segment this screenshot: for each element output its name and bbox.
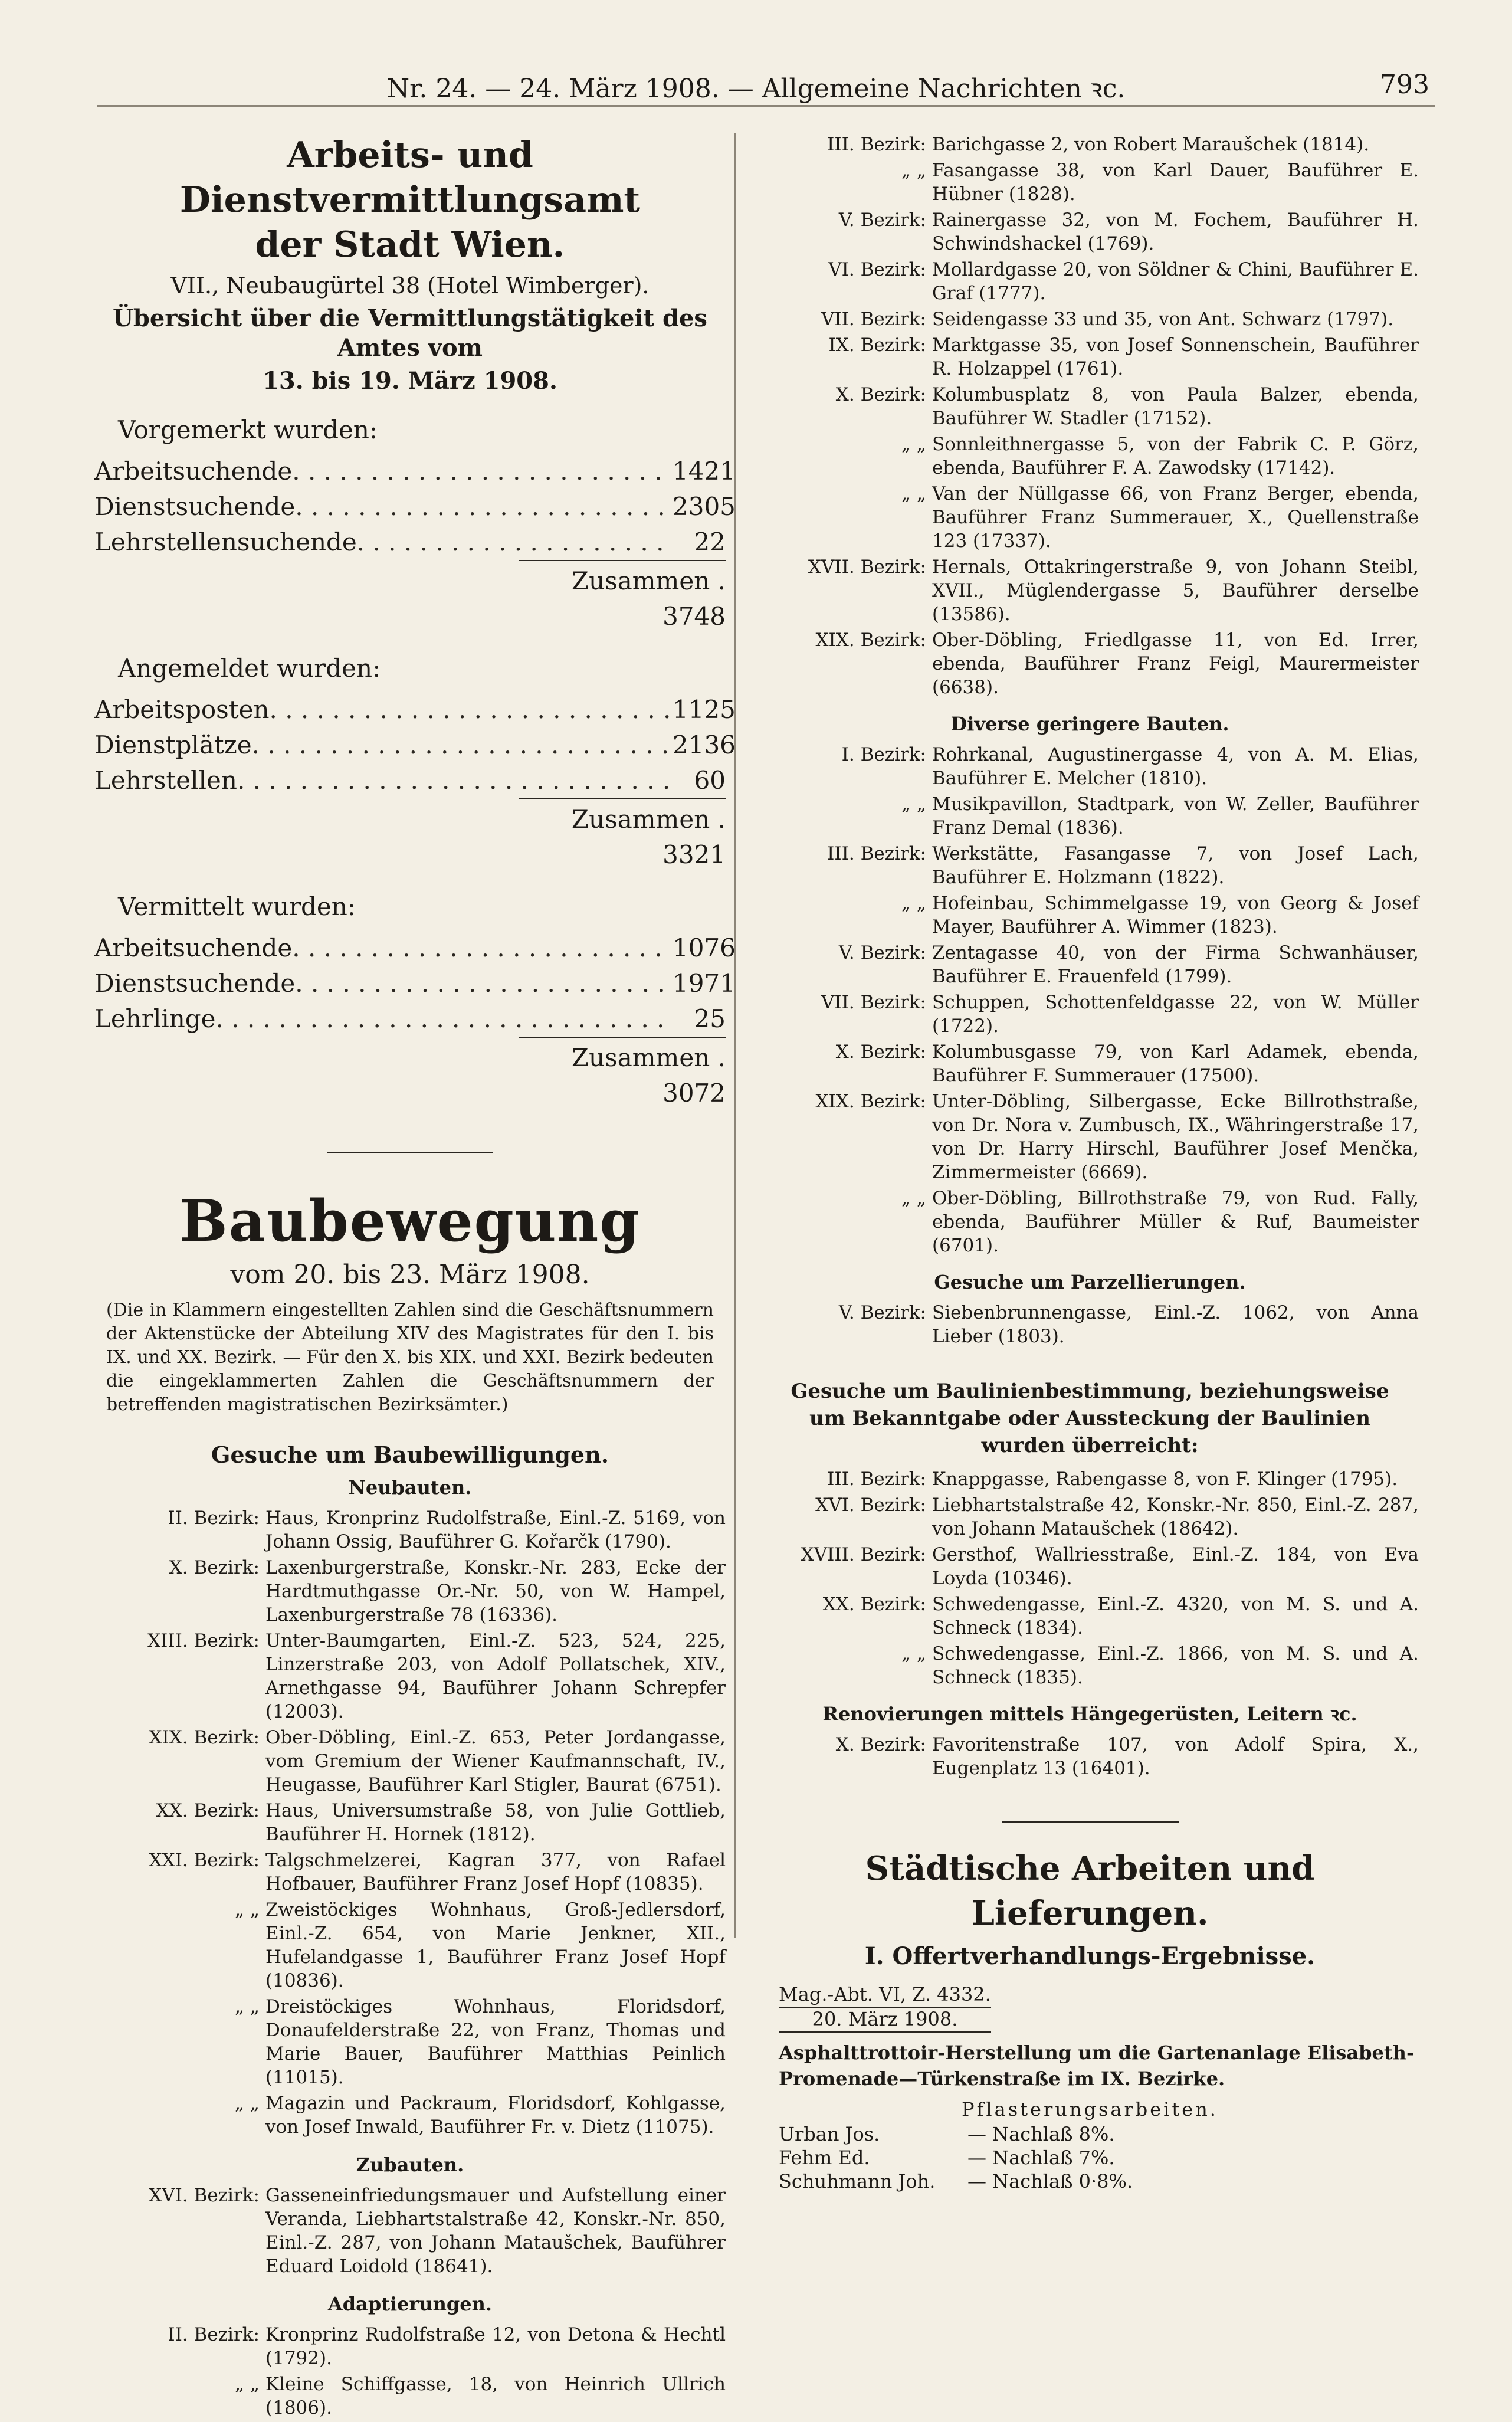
- stat-value: 2136: [673, 730, 736, 759]
- entry-text: Schuppen, Schottenfeldgasse 22, von W. Müller (1722).: [932, 992, 1419, 1037]
- entry-text: Knappgasse, Rabengasse 8, von F. Klinger (1795).: [932, 1469, 1398, 1490]
- entry-text: Mollardgasse 20, von Söldner & Chini, Bauführer E. Graf (1777).: [932, 259, 1419, 304]
- entry-text: Ober-Döbling, Friedlgasse 11, von Ed. Irrer, ebenda, Bauführer Franz Feigl, Maurermeister (6638).: [932, 630, 1419, 698]
- offert-title: I. Offertverhandlungs-Ergebnisse.: [864, 1942, 1316, 1970]
- running-header: Nr. 24. — 24. März 1908. — Allgemeine Nachrichten ꝛc.: [386, 74, 1126, 104]
- entry-text: Hofeinbau, Schimmelgasse 19, von Georg & Josef Mayer, Bauführer A. Wimmer (1823).: [932, 893, 1419, 938]
- entry-label: II. Bezirk:: [168, 2324, 260, 2345]
- entry-label: XX. Bezirk:: [822, 1594, 926, 1615]
- entry-label: „ „: [235, 1899, 260, 1920]
- list-item: [94, 1799, 726, 1846]
- neubauten-list: [94, 1506, 726, 2139]
- entry-label: „ „: [901, 893, 926, 914]
- stat-group: [94, 414, 736, 634]
- stat-row: [94, 966, 736, 1001]
- list-item: [761, 1187, 1419, 1257]
- offer-row: [779, 2122, 1419, 2146]
- entry-label: „ „: [235, 1996, 260, 2017]
- overview-line-2: 13. bis 19. März 1908.: [263, 367, 557, 395]
- list-item: [761, 333, 1419, 381]
- entry-label: „ „: [901, 160, 926, 181]
- stat-row: [94, 525, 726, 560]
- entry-label: XVIII. Bezirk:: [801, 1544, 926, 1565]
- page-header: [0, 59, 1512, 106]
- entry-label: XVI. Bezirk:: [149, 2185, 260, 2206]
- entry-text: Talgschmelzerei, Kagran 377, von Rafael Hofbauer, Bauführer Franz Josef Hopf (10835).: [265, 1850, 726, 1895]
- entry-text: Zentagasse 40, von der Firma Schwanhäuser, Bauführer E. Frauenfeld (1799).: [932, 942, 1419, 987]
- left-column: [94, 133, 736, 2422]
- stat-group: [94, 890, 736, 1111]
- list-item: [761, 1543, 1419, 1590]
- pflaster-title: Pflasterungsarbeiten.: [962, 2098, 1218, 2121]
- stat-value: 25: [694, 1004, 726, 1033]
- entry-text: Liebhartstalstraße 42, Konskr.-Nr. 850, Einl.-Z. 287, von Johann Mataušchek (18642).: [932, 1495, 1419, 1539]
- stat-value: 22: [694, 527, 726, 556]
- stat-label: Lehrlinge: [94, 1004, 216, 1033]
- list-item: [761, 1467, 1419, 1491]
- entry-label: III. Bezirk:: [827, 1469, 926, 1490]
- offer-row: [779, 2146, 1419, 2169]
- list-item: [761, 1493, 1419, 1541]
- offer-value: — Nachlaß 0·8%.: [967, 2170, 1133, 2192]
- diverse-list: [761, 743, 1419, 1257]
- neubauten-title: Neubauten.: [348, 1476, 472, 1499]
- entry-text: Ober-Döbling, Billrothstraße 79, von Rud. Fally, ebenda, Bauführer Müller & Ruf, Baumeister (6701).: [932, 1188, 1419, 1256]
- entry-text: Haus, Kronprinz Rudolfstraße, Einl.-Z. 5169, von Johann Ossig, Bauführer G. Kořarčk (1790).: [265, 1507, 726, 1552]
- list-item: [94, 1629, 726, 1723]
- diverse-title: Diverse geringere Bauten.: [950, 713, 1229, 735]
- list-item: [761, 307, 1419, 331]
- baubewegung-note: (Die in Klammern eingestellten Zahlen sind die Geschäftsnummern der Aktenstücke der Abteilung XIV des Magistrates für den I. bis IX. und XX. Bezirk. — Für den X. bis XIX. und XXI. Bezirk bedeuten die eingeklammerten Zahlen die Geschäftsnummern der betreffenden magistratischen Bezirksämter.): [106, 1300, 714, 1415]
- entry-label: III. Bezirk:: [827, 134, 926, 155]
- offer-name: Urban Jos.: [779, 2123, 880, 2145]
- offer-value: — Nachlaß 7%.: [967, 2146, 1115, 2169]
- baulinien-list: [761, 1467, 1419, 1689]
- list-item: [761, 208, 1419, 255]
- baubewegung-title: Baubewegung: [179, 1188, 641, 1254]
- entry-label: VII. Bezirk:: [821, 309, 926, 330]
- stat-value: 2305: [673, 492, 736, 521]
- entry-text: Ober-Döbling, Einl.-Z. 653, Peter Jordangasse, vom Gremium der Wiener Kaufmannschaft, IV., Heugasse, Bauführer Karl Stigler, Baurat (6751).: [265, 1727, 726, 1795]
- entry-text: Zweistöckiges Wohnhaus, Groß-Jedlersdorf, Einl.-Z. 654, von Marie Jenkner, XII., Hufelandgasse 1, Bauführer Franz Josef Hopf (10836).: [265, 1899, 726, 1991]
- entry-text: Gersthof, Wallriesstraße, Einl.-Z. 184, von Eva Loyda (10346).: [932, 1544, 1419, 1589]
- list-item: [761, 1301, 1419, 1348]
- renovierungen-title: Renovierungen mittels Hängegerüsten, Leitern ꝛc.: [822, 1703, 1357, 1725]
- stat-row: [94, 727, 736, 763]
- entry-label: XX. Bezirk:: [156, 1800, 260, 1821]
- list-item: [761, 133, 1419, 156]
- entry-label: IX. Bezirk:: [828, 335, 926, 356]
- overview-line-1: Übersicht über die Vermittlungstätigkeit des Amtes vom: [113, 304, 707, 362]
- offer-name: Fehm Ed.: [779, 2146, 870, 2169]
- stat-row: [94, 454, 736, 489]
- gesuche-title: Gesuche um Baubewilligungen.: [211, 1441, 609, 1468]
- section-divider: [327, 1152, 493, 1153]
- entry-label: „ „: [235, 2374, 260, 2395]
- list-item: [94, 2184, 726, 2278]
- entry-label: XIX. Bezirk:: [149, 1727, 260, 1748]
- stat-row: [94, 763, 726, 798]
- entry-text: Fasangasse 38, von Karl Dauer, Bauführer E. Hübner (1828).: [932, 160, 1419, 205]
- stat-label: Arbeitsposten: [94, 695, 270, 724]
- entry-label: XIII. Bezirk:: [147, 1630, 260, 1651]
- stat-value: 1076: [673, 933, 736, 962]
- list-item: [761, 1090, 1419, 1184]
- entry-label: „ „: [235, 2093, 260, 2114]
- entry-text: Van der Nüllgasse 66, von Franz Berger, ebenda, Bauführer Franz Summerauer, X., Quellenstraße 123 (17337).: [932, 483, 1419, 552]
- stat-value: 60: [694, 766, 726, 795]
- list-item: [761, 1733, 1419, 1780]
- stat-group: [94, 652, 736, 873]
- entry-text: Kronprinz Rudolfstraße 12, von Detona & Hechtl (1792).: [265, 2324, 726, 2369]
- stat-value: 1421: [673, 457, 736, 486]
- stat-total: Zusammen . 3321: [519, 798, 726, 873]
- entry-label: XIX. Bezirk:: [815, 630, 926, 651]
- reference-text: Mag.-Abt. VI, Z. 4332.: [779, 1983, 991, 2008]
- entry-label: V. Bezirk:: [838, 942, 926, 963]
- reference-number: [779, 1982, 1419, 2007]
- entry-label: V. Bezirk:: [838, 209, 926, 231]
- list-item: [761, 842, 1419, 889]
- entry-label: X. Bezirk:: [835, 1041, 926, 1063]
- entry-text: Gasseneinfriedungsmauer und Aufstellung einer Veranda, Liebhartstalstraße 42, Konskr.-Nr. 850, Einl.-Z. 287, von Johann Mataušchek, Bauführer Eduard Loidold (18641).: [265, 2185, 726, 2277]
- adaptierungen-title: Adaptierungen.: [327, 2293, 493, 2315]
- entry-text: Haus, Universumstraße 58, von Julie Gottlieb, Bauführer H. Hornek (1812).: [265, 1800, 726, 1845]
- entry-text: Sonnleithnergasse 5, von der Fabrik C. P. Görz, ebenda, Bauführer F. A. Zawodsky (17142).: [932, 434, 1419, 478]
- list-item: [761, 258, 1419, 305]
- stat-label: Dienstsuchende: [94, 969, 296, 998]
- stat-row: [94, 930, 736, 966]
- list-item: [761, 1592, 1419, 1640]
- offer-value: — Nachlaß 8%.: [967, 2123, 1115, 2145]
- entry-text: Laxenburgerstraße, Konskr.-Nr. 283, Ecke der Hardtmuthgasse Or.-Nr. 50, von W. Hampel, Laxenburgerstraße 78 (16336).: [265, 1557, 726, 1625]
- zubauten-title: Zubauten.: [356, 2154, 464, 2176]
- entry-text: Unter-Döbling, Silbergasse, Ecke Billrothstraße, von Dr. Nora v. Zumbusch, IX., Währingerstraße 17, von Dr. Harry Hirschl, Bauführer Josef Menčka, Zimmermeister (6669).: [932, 1091, 1419, 1183]
- stat-value: 1971: [673, 969, 736, 998]
- entry-label: VI. Bezirk:: [828, 259, 926, 280]
- list-item: [761, 1642, 1419, 1689]
- section-divider: [1002, 1821, 1179, 1823]
- entry-text: Siebenbrunnengasse, Einl.-Z. 1062, von Anna Lieber (1803).: [932, 1302, 1419, 1347]
- list-item: [94, 2323, 726, 2370]
- adaptierungen-list: [94, 2323, 726, 2420]
- arbeitsamt-address: VII., Neubaugürtel 38 (Hotel Wimberger).: [170, 273, 650, 299]
- entry-label: II. Bezirk:: [168, 1507, 260, 1529]
- entry-text: Werkstätte, Fasangasse 7, von Josef Lach, Bauführer E. Holzmann (1822).: [932, 843, 1419, 888]
- entry-label: „ „: [901, 434, 926, 455]
- baubewegung-subtitle: vom 20. bis 23. März 1908.: [230, 1260, 590, 1290]
- stat-label: Dienstsuchende: [94, 492, 296, 521]
- entry-text: Hernals, Ottakringerstraße 9, von Johann Steibl, XVII., Müglendergasse 5, Bauführer derselbe (13586).: [932, 556, 1419, 625]
- zubauten-list: [94, 2184, 726, 2278]
- list-item: [761, 743, 1419, 790]
- right-column: [761, 133, 1419, 2193]
- list-item: [761, 792, 1419, 840]
- entry-label: „ „: [901, 483, 926, 504]
- entry-text: Unter-Baumgarten, Einl.-Z. 523, 524, 225, Linzerstraße 203, von Adolf Pollatschek, XIV., Arnethgasse 94, Bauführer Johann Schrepfer (12003).: [265, 1630, 726, 1722]
- arbeitsamt-title-2: der Stadt Wien.: [255, 224, 565, 266]
- header-rule: [97, 105, 1435, 107]
- stat-label: Arbeitsuchende: [94, 457, 293, 486]
- list-item: [761, 941, 1419, 988]
- list-item: [761, 555, 1419, 626]
- stat-label: Dienstplätze: [94, 730, 252, 759]
- stat-row: [94, 489, 736, 525]
- list-item: [761, 432, 1419, 480]
- list-item: [761, 1040, 1419, 1087]
- list-item: [761, 383, 1419, 430]
- entry-label: „ „: [901, 1188, 926, 1209]
- entry-label: XVII. Bezirk:: [808, 556, 926, 578]
- renovierungen-list: [761, 1733, 1419, 1780]
- entry-text: Schwedengasse, Einl.-Z. 1866, von M. S. und A. Schneck (1835).: [932, 1643, 1419, 1688]
- entries-top-list: [761, 133, 1419, 699]
- stat-value: 1125: [673, 695, 736, 724]
- entry-label: VII. Bezirk:: [821, 992, 926, 1013]
- entry-label: III. Bezirk:: [827, 843, 926, 864]
- list-item: [761, 892, 1419, 939]
- entry-text: Favoritenstraße 107, von Adolf Spira, X., Eugenplatz 13 (16401).: [932, 1734, 1419, 1779]
- list-item: [94, 1995, 726, 2089]
- entry-text: Rohrkanal, Augustinergasse 4, von A. M. Elias, Bauführer E. Melcher (1810).: [932, 744, 1419, 789]
- list-item: [94, 1726, 726, 1797]
- parzellierung-title: Gesuche um Parzellierungen.: [934, 1271, 1246, 1293]
- entry-label: „ „: [901, 794, 926, 815]
- page-number: 793: [1380, 70, 1429, 100]
- list-item: [94, 1506, 726, 1554]
- stat-total: Zusammen . 3748: [519, 560, 726, 634]
- entry-label: XIX. Bezirk:: [815, 1091, 926, 1112]
- stat-row: [94, 1001, 726, 1037]
- entry-text: Dreistöckiges Wohnhaus, Floridsdorf, Donaufelderstraße 22, von Franz, Thomas und Marie Bauer, Bauführer Matthias Peinlich (11015).: [265, 1996, 726, 2088]
- stat-label: Lehrstellensuchende: [94, 527, 357, 556]
- entry-label: V. Bezirk:: [838, 1302, 926, 1323]
- entry-text: Kolumbusgasse 79, von Karl Adamek, ebenda, Bauführer F. Summerauer (17500).: [932, 1041, 1419, 1086]
- parzellierung-list: [761, 1301, 1419, 1348]
- entry-text: Seidengasse 33 und 35, von Ant. Schwarz (1797).: [932, 309, 1394, 330]
- arbeitsamt-title-1: Arbeits- und Dienstvermittlungsamt: [179, 135, 641, 221]
- staedtische-title: Städtische Arbeiten und Lieferungen.: [865, 1849, 1315, 1933]
- entry-label: X. Bezirk:: [169, 1557, 260, 1578]
- entry-text: Musikpavillon, Stadtpark, von W. Zeller, Bauführer Franz Demal (1836).: [932, 794, 1419, 838]
- list-item: [94, 1898, 726, 1992]
- offer-date: 20. März 1908.: [779, 2007, 991, 2033]
- entry-label: XVI. Bezirk:: [815, 1495, 926, 1516]
- entry-text: Kleine Schiffgasse, 18, von Heinrich Ullrich (1806).: [265, 2374, 726, 2418]
- list-item: [761, 159, 1419, 206]
- list-item: [761, 991, 1419, 1038]
- stat-group-heading: Vermittelt wurden:: [118, 892, 356, 921]
- stat-row: [94, 692, 736, 727]
- entry-text: Marktgasse 35, von Josef Sonnenschein, Bauführer R. Holzappel (1761).: [932, 335, 1419, 379]
- stat-label: Lehrstellen: [94, 766, 237, 795]
- entry-text: Kolumbusplatz 8, von Paula Balzer, ebenda, Bauführer W. Stadler (17152).: [932, 384, 1419, 429]
- list-item: [761, 628, 1419, 699]
- offer-row: [779, 2169, 1419, 2193]
- entry-label: I. Bezirk:: [841, 744, 926, 765]
- entry-label: „ „: [901, 1643, 926, 1664]
- offer-name: Schuhmann Joh.: [779, 2170, 936, 2192]
- entry-label: X. Bezirk:: [835, 384, 926, 405]
- entry-text: Magazin und Packraum, Floridsdorf, Kohlgasse, von Josef Inwald, Bauführer Fr. v. Dietz (11075).: [265, 2093, 726, 2138]
- entry-label: XXI. Bezirk:: [149, 1850, 260, 1871]
- stat-group-heading: Angemeldet wurden:: [118, 654, 381, 683]
- column-divider: [734, 133, 736, 1938]
- list-item: [94, 2092, 726, 2139]
- list-item: [94, 1556, 726, 1627]
- entry-text: Schwedengasse, Einl.-Z. 4320, von M. S. und A. Schneck (1834).: [932, 1594, 1419, 1638]
- baulinien-title: Gesuche um Baulinienbestimmung, beziehungsweise um Bekanntgabe oder Aussteckung der Baulinien wurden überreicht:: [791, 1379, 1389, 1457]
- entry-label: X. Bezirk:: [835, 1734, 926, 1755]
- project-title: Asphalttrottoir-Herstellung um die Gartenanlage Elisabeth-Promenade—Türkenstraße im IX. Bezirke.: [779, 2041, 1415, 2090]
- stat-group-heading: Vorgemerkt wurden:: [118, 415, 378, 444]
- stat-label: Arbeitsuchende: [94, 933, 293, 962]
- list-item: [761, 482, 1419, 553]
- entry-text: Rainergasse 32, von M. Fochem, Bauführer H. Schwindshackel (1769).: [932, 209, 1419, 254]
- entry-text: Barichgasse 2, von Robert Maraušchek (1814).: [932, 134, 1370, 155]
- list-item: [94, 1849, 726, 1896]
- list-item: [94, 2372, 726, 2420]
- stat-total: Zusammen . 3072: [519, 1037, 726, 1111]
